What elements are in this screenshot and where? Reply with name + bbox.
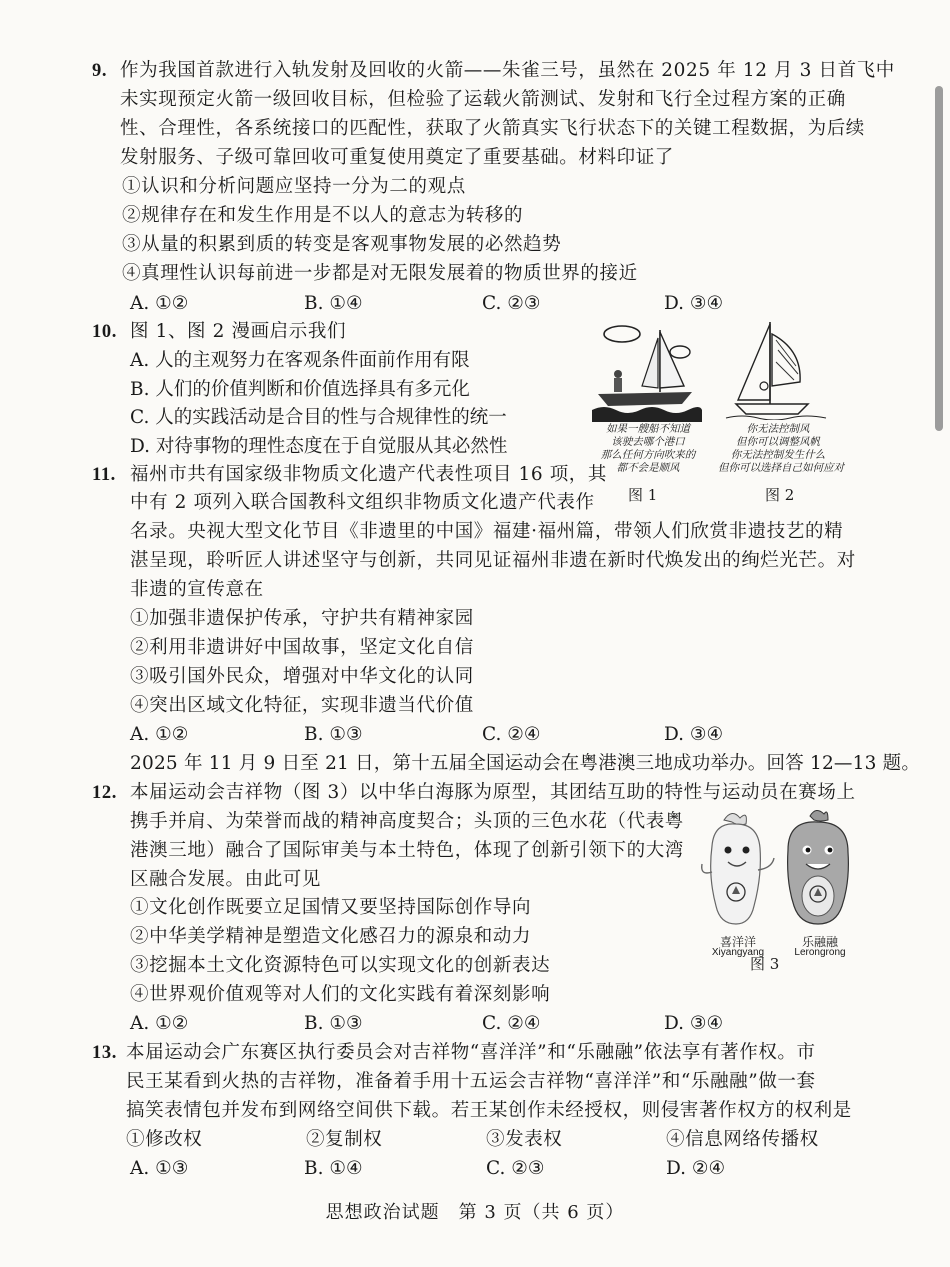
page-footer: 思想政治试题 第 3 页（共 6 页） xyxy=(325,1202,625,1223)
option-a[interactable]: A. ①② xyxy=(130,1013,189,1034)
mascot-1-name-cn: 喜洋洋 xyxy=(719,935,756,949)
statement: ②规律存在和发生作用是不以人的意志为转移的 xyxy=(122,205,524,226)
statement: ②复制权 xyxy=(306,1129,383,1150)
mascot-lerongrong-illustration xyxy=(788,810,849,924)
option-a[interactable]: A. 人的主观努力在客观条件面前作用有限 xyxy=(130,350,470,371)
figure-2-sailboat-cartoon xyxy=(722,320,830,420)
figure-1-caption: 图 1 xyxy=(628,486,658,504)
question-text-line: 搞笑表情包并发布到网络空间供下载。若王某创作未经授权，则侵害著作权方的权利是 xyxy=(126,1100,852,1121)
question-text-line: 性、合理性，各系统接口的匹配性，获取了火箭真实飞行状态下的关键工程数据，为后续 xyxy=(120,118,865,139)
figure-3-mascots xyxy=(698,806,858,934)
question-text-line: 本届运动会吉祥物（图 3）以中华白海豚为原型，其团结互助的特性与运动员在赛场上 xyxy=(130,782,856,803)
question-text-line: 中有 2 项列入联合国教科文组织非物质文化遗产代表作 xyxy=(130,492,595,513)
question-text-line: 民王某看到火热的吉祥物，准备着手用十五运会吉祥物“喜洋洋”和“乐融融”做一套 xyxy=(126,1071,816,1092)
option-d[interactable]: D. 对待事物的理性态度在于自觉服从其必然性 xyxy=(130,436,508,457)
mascot-1-name-en: Xiyangyang xyxy=(711,947,765,958)
bubble-line: 如果一艘船不知道 xyxy=(606,423,690,435)
option-c[interactable]: C. ②④ xyxy=(482,1013,541,1034)
option-d[interactable]: D. ③④ xyxy=(664,1013,724,1034)
statement: ④信息网络传播权 xyxy=(666,1129,819,1150)
figure-1-bubble xyxy=(593,423,703,475)
option-d[interactable]: D. ③④ xyxy=(664,724,724,745)
question-stem: 图 1、图 2 漫画启示我们 xyxy=(130,321,347,342)
question-text-line: 区融合发展。由此可见 xyxy=(130,869,322,890)
vertical-scrollbar[interactable] xyxy=(935,86,943,431)
statement: ③发表权 xyxy=(486,1129,563,1150)
question-text-line: 发射服务、子级可靠回收可重复使用奠定了重要基础。材料印证了 xyxy=(120,147,674,168)
bubble-line: 但你可以选择自己如何应对 xyxy=(718,462,844,474)
mascot-2-name-cn: 乐融融 xyxy=(801,935,838,949)
figure-2-caption: 图 2 xyxy=(765,486,795,504)
option-c[interactable]: C. ②③ xyxy=(486,1158,545,1179)
option-d[interactable]: D. ②④ xyxy=(666,1158,726,1179)
statement: ①认识和分析问题应坚持一分为二的观点 xyxy=(122,176,466,197)
option-c[interactable]: C. 人的实践活动是合目的性与合规律性的统一 xyxy=(130,407,507,428)
bubble-line: 但你可以调整风帆 xyxy=(736,436,820,448)
question-text-line: 湛呈现，聆听匠人讲述坚守与创新，共同见证福州非遗在新时代焕发出的绚烂光芒。对 xyxy=(130,550,856,571)
option-b[interactable]: B. ①④ xyxy=(304,1158,363,1179)
question-number: 10. xyxy=(92,322,117,342)
option-a[interactable]: A. ①② xyxy=(130,724,189,745)
statement: ④真理性认识每前进一步都是对无限发展着的物质世界的接近 xyxy=(122,263,638,284)
question-text-line: 名录。央视大型文化节目《非遗里的中国》福建·福州篇，带领人们欣赏非遗技艺的精 xyxy=(130,521,844,542)
statement: ①文化创作既要立足国情又要坚持国际创作导向 xyxy=(130,897,532,918)
statement: ②利用非遗讲好中国故事，坚定文化自信 xyxy=(130,637,474,658)
question-number: 12. xyxy=(92,783,117,803)
statement: ③吸引国外民众，增强对中华文化的认同 xyxy=(130,666,474,687)
bubble-line: 你无法控制风 xyxy=(746,423,810,435)
bubble-line: 你无法控制发生什么 xyxy=(730,449,826,461)
section-intro: 2025 年 11 月 9 日至 21 日，第十五届全国运动会在粤港澳三地成功举办。回答 12—13 题。 xyxy=(130,753,921,774)
bubble-line: 都不会是顺风 xyxy=(616,462,680,474)
statement: ③挖掘本土文化资源特色可以实现文化的创新表达 xyxy=(130,955,551,976)
question-number: 9. xyxy=(92,61,108,81)
option-b[interactable]: B. ①③ xyxy=(304,1013,363,1034)
statement: ④突出区域文化特征，实现非遗当代价值 xyxy=(130,695,474,716)
figure-2-bubble xyxy=(718,423,844,475)
option-c[interactable]: C. ②③ xyxy=(482,293,541,314)
option-b[interactable]: B. ①④ xyxy=(304,293,363,314)
statement: ③从量的积累到质的转变是客观事物发展的必然趋势 xyxy=(122,234,562,255)
figure-1-boat-cartoon xyxy=(592,322,702,422)
statement: ①修改权 xyxy=(126,1129,203,1150)
option-c[interactable]: C. ②④ xyxy=(482,724,541,745)
statement: ②中华美学精神是塑造文化感召力的源泉和动力 xyxy=(130,926,532,947)
bubble-line: 那么任何方向吹来的 xyxy=(600,449,696,461)
mascot-2-name-en: Lerongrong xyxy=(794,947,846,958)
bubble-line: 该驶去哪个港口 xyxy=(611,436,685,448)
statement: ④世界观价值观等对人们的文化实践有着深刻影响 xyxy=(130,984,551,1005)
option-d[interactable]: D. ③④ xyxy=(664,293,724,314)
question-text-line: 港澳三地）融合了国际审美与本土特色，体现了创新引领下的大湾 xyxy=(130,840,684,861)
question-text-line: 非遗的宣传意在 xyxy=(130,579,264,600)
question-text-line: 作为我国首款进行入轨发射及回收的火箭——朱雀三号，虽然在 2025 年 12 月 3 日首飞中 xyxy=(120,60,895,81)
question-text-line: 本届运动会广东赛区执行委员会对吉祥物“喜洋洋”和“乐融融”依法享有著作权。市 xyxy=(126,1042,816,1063)
question-number: 13. xyxy=(92,1043,117,1063)
question-number: 11. xyxy=(92,465,116,485)
option-a[interactable]: A. ①② xyxy=(130,293,189,314)
question-text-line: 未实现预定火箭一级回收目标，但检验了运载火箭测试、发射和飞行全过程方案的正确 xyxy=(120,89,846,110)
question-text-line: 福州市共有国家级非物质文化遗产代表性项目 16 项，其 xyxy=(130,464,608,485)
question-text-line: 携手并肩、为荣誉而战的精神高度契合；头顶的三色水花（代表粤 xyxy=(130,811,684,832)
option-b[interactable]: B. ①③ xyxy=(304,724,363,745)
option-b[interactable]: B. 人们的价值判断和价值选择具有多元化 xyxy=(130,379,470,400)
figure-3-caption: 图 3 xyxy=(750,955,780,973)
statement: ①加强非遗保护传承，守护共有精神家园 xyxy=(130,608,474,629)
option-a[interactable]: A. ①③ xyxy=(130,1158,189,1179)
mascot-xiyangyang-illustration xyxy=(702,813,774,924)
